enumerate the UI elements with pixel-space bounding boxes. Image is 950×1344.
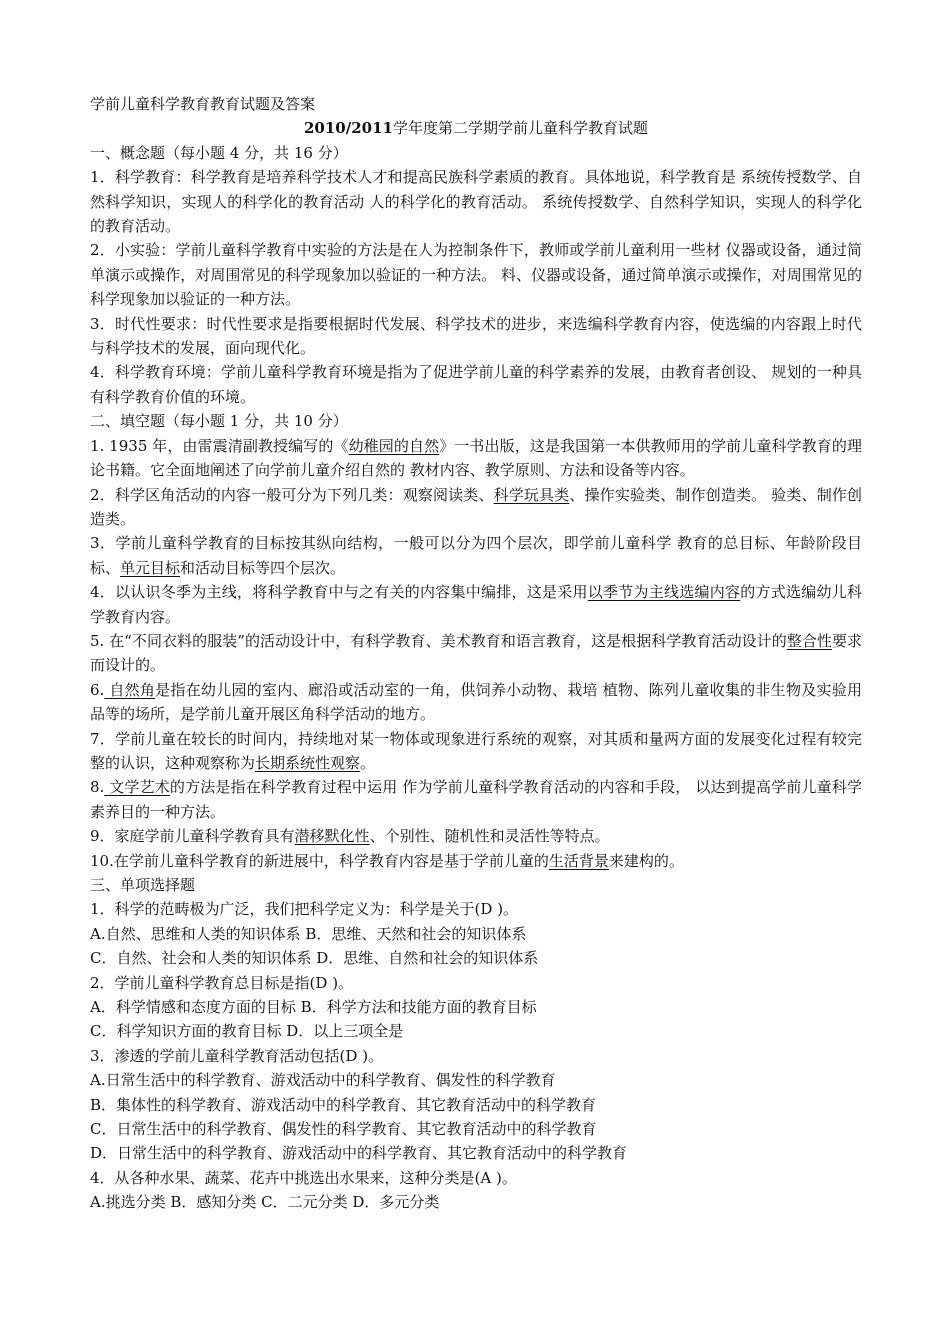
fill-4-answer: 以季节为主线选编内容	[587, 583, 741, 602]
fill-2-answer: 科学玩具类	[493, 485, 570, 504]
fill-7-answer: 长期系统性观察	[255, 753, 361, 772]
fill-3-text-a: 3．学前儿童科学教育的目标按其纵向结构，一般可以分为四个层次，即学前儿童科学 教育的总目标、年龄阶段目标、	[90, 534, 862, 577]
section-3-heading: 三、单项选择题	[90, 876, 196, 894]
fill-10-answer: 生活背景	[548, 851, 609, 870]
document-title: 学前儿童科学教育教育试题及答案	[90, 95, 316, 113]
choice-question-4: 4．从各种水果、蔬菜、花卉中挑选出水果来，这种分类是(A )。	[90, 1168, 517, 1187]
fill-7-text-b: 。	[360, 753, 376, 772]
choice-1-options-ab: A.自然、思维和人类的知识体系 B．思维、天然和社会的知识体系	[90, 924, 527, 943]
fill-question-10	[90, 849, 862, 873]
fill-8-text-a: 8.	[90, 778, 105, 797]
fill-10-text-b: 来建构的。	[608, 851, 684, 870]
concept-question-2: 2．小实验：学前儿童科学教育中实验的方法是在人为控制条件下，教师或学前儿童利用一些材 仪器或设备，通过简单演示或操作，对周围常见的科学现象加以验证的一种方法。 料、仪器或设备，通过简单演示或操作，对周围常见的科学现象加以验证的一种方法。	[90, 241, 862, 309]
fill-question-5	[90, 629, 862, 678]
choice-3-option-a: A.日常生活中的科学教育、游戏活动中的科学教育、偶发性的科学教育	[90, 1071, 556, 1090]
concept-question-4: 4．科学教育环境：学前儿童科学教育环境是指为了促进学前儿童的科学素养的发展，由教育者创设、 规划的一种具有科学教育价值的环境。	[90, 363, 862, 406]
choice-2-options-ab: A．科学情感和态度方面的目标 B．科学方法和技能方面的教育目标	[90, 998, 537, 1017]
fill-8-text-b: 的方法是指在科学教育过程中运用 作为学前儿童科学教育活动的内容和手段， 以达到提高学前儿童科学素养目的一种方法。	[90, 778, 862, 821]
fill-6-answer: 自然角	[104, 680, 156, 699]
fill-8-answer: 文学艺术	[104, 778, 170, 797]
fill-5-answer: 整合性	[786, 631, 832, 650]
fill-question-8	[90, 775, 862, 824]
section-1-heading: 一、概念题（每小题 4 分，共 16 分）	[90, 143, 348, 162]
fill-question-4	[90, 580, 862, 629]
fill-2-text-a: 2．科学区角活动的内容一般可分为下列几类：观察阅读类、	[90, 485, 494, 504]
fill-question-9	[90, 824, 862, 848]
fill-9-text-b: 、个别性、随机性和灵活性等特点。	[369, 827, 610, 846]
fill-1-answer: 幼稚园的自然	[348, 436, 440, 455]
choice-question-2: 2．学前儿童科学教育总目标是指(D )。	[90, 973, 354, 992]
choice-question-1: 1．科学的范畴极为广泛，我们把科学定义为：科学是关于(D )。	[90, 900, 519, 919]
choice-3-option-b: B．集体性的科学教育、游戏活动中的科学教育、其它教育活动中的科学教育	[90, 1095, 597, 1114]
document-page	[90, 92, 862, 1215]
fill-5-text-a: 5. 在“不同衣料的服装”的活动设计中，有科学教育、美术教育和语言教育，这是根据科学教育活动设计的	[90, 631, 787, 650]
choice-question-3: 3．渗透的学前儿童科学教育活动包括(D )。	[90, 1046, 384, 1065]
exam-title	[90, 116, 862, 140]
choice-3-option-c: C．日常生活中的科学教育、偶发性的科学教育、其它教育活动中的科学教育	[90, 1120, 597, 1139]
fill-question-1	[90, 434, 862, 483]
fill-question-7	[90, 727, 862, 776]
fill-3-text-b: 和活动目标等四个层次。	[180, 558, 346, 577]
fill-question-6	[90, 678, 862, 727]
choice-3-option-d: D．日常生活中的科学教育、游戏活动中的科学教育、其它教育活动中的科学教育	[90, 1144, 628, 1163]
section-2-heading: 二、填空题（每小题 1 分，共 10 分）	[90, 412, 348, 431]
fill-1-text-b: 》一书出版，这是我国第一本供教师用的学前儿童科学教育的理论书籍。它全面地阐述了向学前儿童介绍自然的 教材内容、教学原则、方法和设备等内容。	[90, 436, 862, 480]
fill-6-text-a: 6.	[90, 680, 105, 699]
fill-question-3	[90, 531, 862, 580]
fill-1-text-a: 1. 1935 年，由雷震清副教授编写的《	[90, 436, 349, 455]
choice-4-options: A.挑选分类 B．感知分类 C．二元分类 D．多元分类	[90, 1193, 440, 1212]
fill-4-text-b: 的方式选编幼儿科学教育内容。	[90, 583, 862, 626]
exam-year: 2010/2011	[304, 119, 393, 138]
fill-5-text-b: 要求而设计的。	[90, 631, 862, 675]
choice-2-options-cd: C．科学知识方面的教育目标 D．以上三项全是	[90, 1022, 404, 1041]
exam-title-rest: 学年度第二学期学前儿童科学教育试题	[392, 119, 648, 138]
choice-1-options-cd: C．自然、社会和人类的知识体系 D．思维、自然和社会的知识体系	[90, 949, 539, 968]
fill-6-text-b: 是指在幼儿园的室内、廊沿或活动室的一角，供饲养小动物、栽培 植物、陈列儿童收集的非生物及实验用品等的场所，是学前儿童开展区角科学活动的地方。	[90, 680, 862, 724]
fill-2-text-b: 、操作实验类、制作创造类。 验类、制作创造类。	[90, 485, 862, 528]
fill-9-text-a: 9．家庭学前儿童科学教育具有	[90, 827, 295, 846]
fill-3-answer: 单元目标	[120, 558, 181, 577]
fill-question-2	[90, 483, 862, 532]
fill-4-text-a: 4．以认识冬季为主线，将科学教育中与之有关的内容集中编排，这是采用	[90, 583, 588, 602]
concept-question-3: 3．时代性要求：时代性要求是指要根据时代发展、科学技术的进步，来选编科学教育内容，使选编的内容跟上时代与科学技术的发展，面向现代化。	[90, 314, 862, 358]
fill-7-text-a: 7．学前儿童在较长的时间内，持续地对某一物体或现象进行系统的观察，对其质和量两方面的发展变化过程有较完整的认识，这种观察称为	[90, 729, 862, 772]
concept-question-1: 1．科学教育：科学教育是培养科学技术人才和提高民族科学素质的教育。具体地说，科学教育是 系统传授数学、自然科学知识，实现人的科学化的教育活动 人的科学化的教育活动。 系统传授数学、自然科学知识，实现人的科学化的教育活动。	[90, 168, 862, 236]
fill-10-text-a: 10.在学前儿童科学教育的新进展中，科学教育内容是基于学前儿童的	[90, 851, 549, 870]
fill-9-answer: 潜移默化性	[294, 827, 370, 846]
